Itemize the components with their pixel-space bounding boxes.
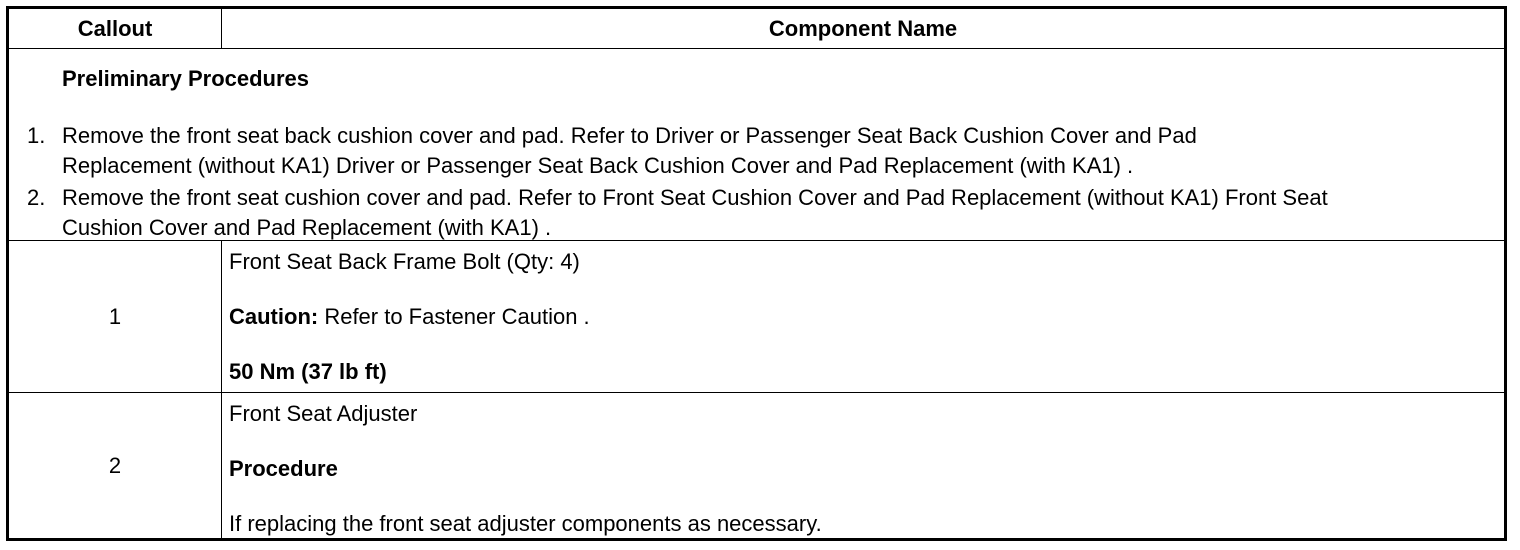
component-table [6, 6, 1507, 541]
caution-label: Caution: [229, 304, 319, 329]
torque-spec: 50 Nm (37 lb ft) [229, 359, 387, 384]
step-text-line: Replacement (without KA1) Driver or Passenger Seat Back Cushion Cover and Pad Replacement (with KA1) . [62, 153, 1134, 178]
step-text-line: Remove the front seat back cushion cover and pad. Refer to Driver or Passenger Seat Back Cushion Cover and Pad [62, 123, 1197, 148]
step-text-line: Cushion Cover and Pad Replacement (with KA1) . [62, 215, 552, 240]
step-number: 1. [27, 123, 46, 148]
procedure-label: Procedure [229, 456, 338, 481]
table-header-row [9, 9, 1504, 49]
preliminary-steps-list [9, 121, 1500, 245]
component-name-cell [222, 241, 1504, 392]
caution-text: Refer to Fastener Caution . [318, 304, 590, 329]
procedure-text: If replacing the front seat adjuster components as necessary. [229, 511, 822, 536]
caution-line [229, 303, 590, 331]
component-name: Front Seat Adjuster [229, 401, 418, 426]
callout-column-header: Callout [9, 9, 222, 48]
callout-number: 2 [9, 393, 222, 538]
component-name-column-header: Component Name [768, 15, 958, 41]
table-row [9, 393, 1504, 538]
component-name-cell [222, 393, 1504, 538]
component-name: Front Seat Back Frame Bolt (Qty: 4) [229, 249, 580, 274]
preliminary-procedures-title: Preliminary Procedures [62, 66, 310, 91]
list-item [9, 183, 1500, 243]
preliminary-procedures-row [9, 49, 1504, 241]
list-item [9, 121, 1500, 181]
table-row [9, 241, 1504, 393]
step-number: 2. [27, 185, 46, 210]
callout-number: 1 [9, 241, 222, 392]
step-text-line: Remove the front seat cushion cover and pad. Refer to Front Seat Cushion Cover and Pad Replacement (without KA1) Front Seat [62, 185, 1328, 210]
